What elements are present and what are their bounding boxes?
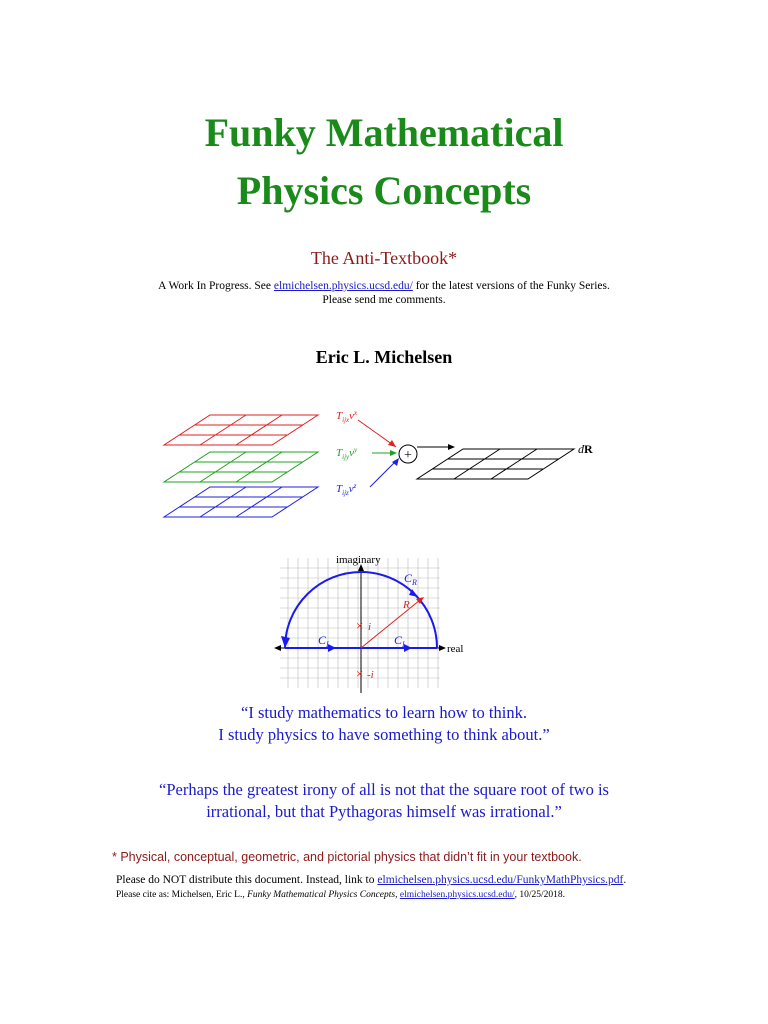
sum-symbol: + (404, 448, 412, 463)
pole-bottom-mark: × (356, 666, 364, 681)
quote1-line2: I study physics to have something to think about.” (218, 725, 550, 744)
author-name: Eric L. Michelsen (315, 347, 453, 367)
real-label: real (447, 643, 464, 655)
quote1-line1: “I study mathematics to learn how to think. (241, 703, 527, 722)
arrow-z (370, 460, 397, 487)
contour-diagram (0, 548, 768, 698)
tensor-label-z: $T_{ijz}v^z$ (336, 482, 357, 497)
pole-bottom-label: -i (367, 669, 374, 681)
cite-prefix: Please cite as: Michelsen, Eric L., (116, 890, 248, 900)
result-label: dR (578, 442, 593, 456)
wip-suffix: for the latest versions of the Funky Series. (412, 280, 610, 292)
imaginary-label: imaginary (336, 554, 381, 566)
cr-label: $C_R$ (404, 571, 417, 587)
distribute-prefix: Please do NOT distribute this document. Instead, link to (116, 874, 378, 886)
red-grid (164, 415, 318, 445)
wip-prefix: A Work In Progress. See (158, 280, 274, 292)
cite-title: Funky Mathematical Physics Concepts (247, 890, 396, 900)
r-label: R (403, 599, 410, 611)
citation-note (116, 890, 565, 900)
quote2-line2: irrational, but that Pythagoras himself was irrational.” (206, 802, 562, 821)
title-line-2: Physics Concepts (236, 168, 532, 213)
website-link[interactable]: elmichelsen.physics.ucsd.edu/ (273, 280, 413, 292)
subtitle: The Anti-Textbook* (310, 248, 458, 268)
document-title (0, 104, 768, 220)
work-in-progress-note (0, 279, 768, 307)
black-grid (417, 449, 574, 479)
distribute-note (116, 874, 626, 886)
quote2-line1: “Perhaps the greatest irony of all is not that the square root of two is (159, 780, 609, 799)
green-grid (164, 452, 318, 482)
quote-mathematics (0, 702, 768, 746)
distribute-suffix: . (623, 874, 627, 886)
ci-label-right: $C_I$ (394, 633, 405, 649)
tensor-label-y: $T_{ijy}v^y$ (336, 446, 358, 461)
pdf-link[interactable]: elmichelsen.physics.ucsd.edu/FunkyMathPhysics.pdf (377, 874, 624, 886)
tensor-label-x: $T_{ijx}v^x$ (336, 409, 358, 424)
tensor-diagram (0, 395, 768, 525)
pole-top-mark: × (356, 618, 364, 633)
blue-grid (164, 487, 318, 517)
footnote: * Physical, conceptual, geometric, and pictorial physics that didn’t fit in your textbook. (112, 850, 582, 864)
ci-label-left: $C_I$ (318, 633, 329, 649)
title-line-1: Funky Mathematical (204, 110, 564, 155)
cite-suffix: , 10/25/2018. (514, 890, 566, 900)
quote-pythagoras (0, 779, 768, 823)
pole-top-label: i (368, 621, 372, 633)
cite-link[interactable]: elmichelsen.physics.ucsd.edu/ (399, 890, 515, 900)
cite-sep: , (395, 890, 400, 900)
wip-line-2: Please send me comments. (322, 294, 446, 306)
